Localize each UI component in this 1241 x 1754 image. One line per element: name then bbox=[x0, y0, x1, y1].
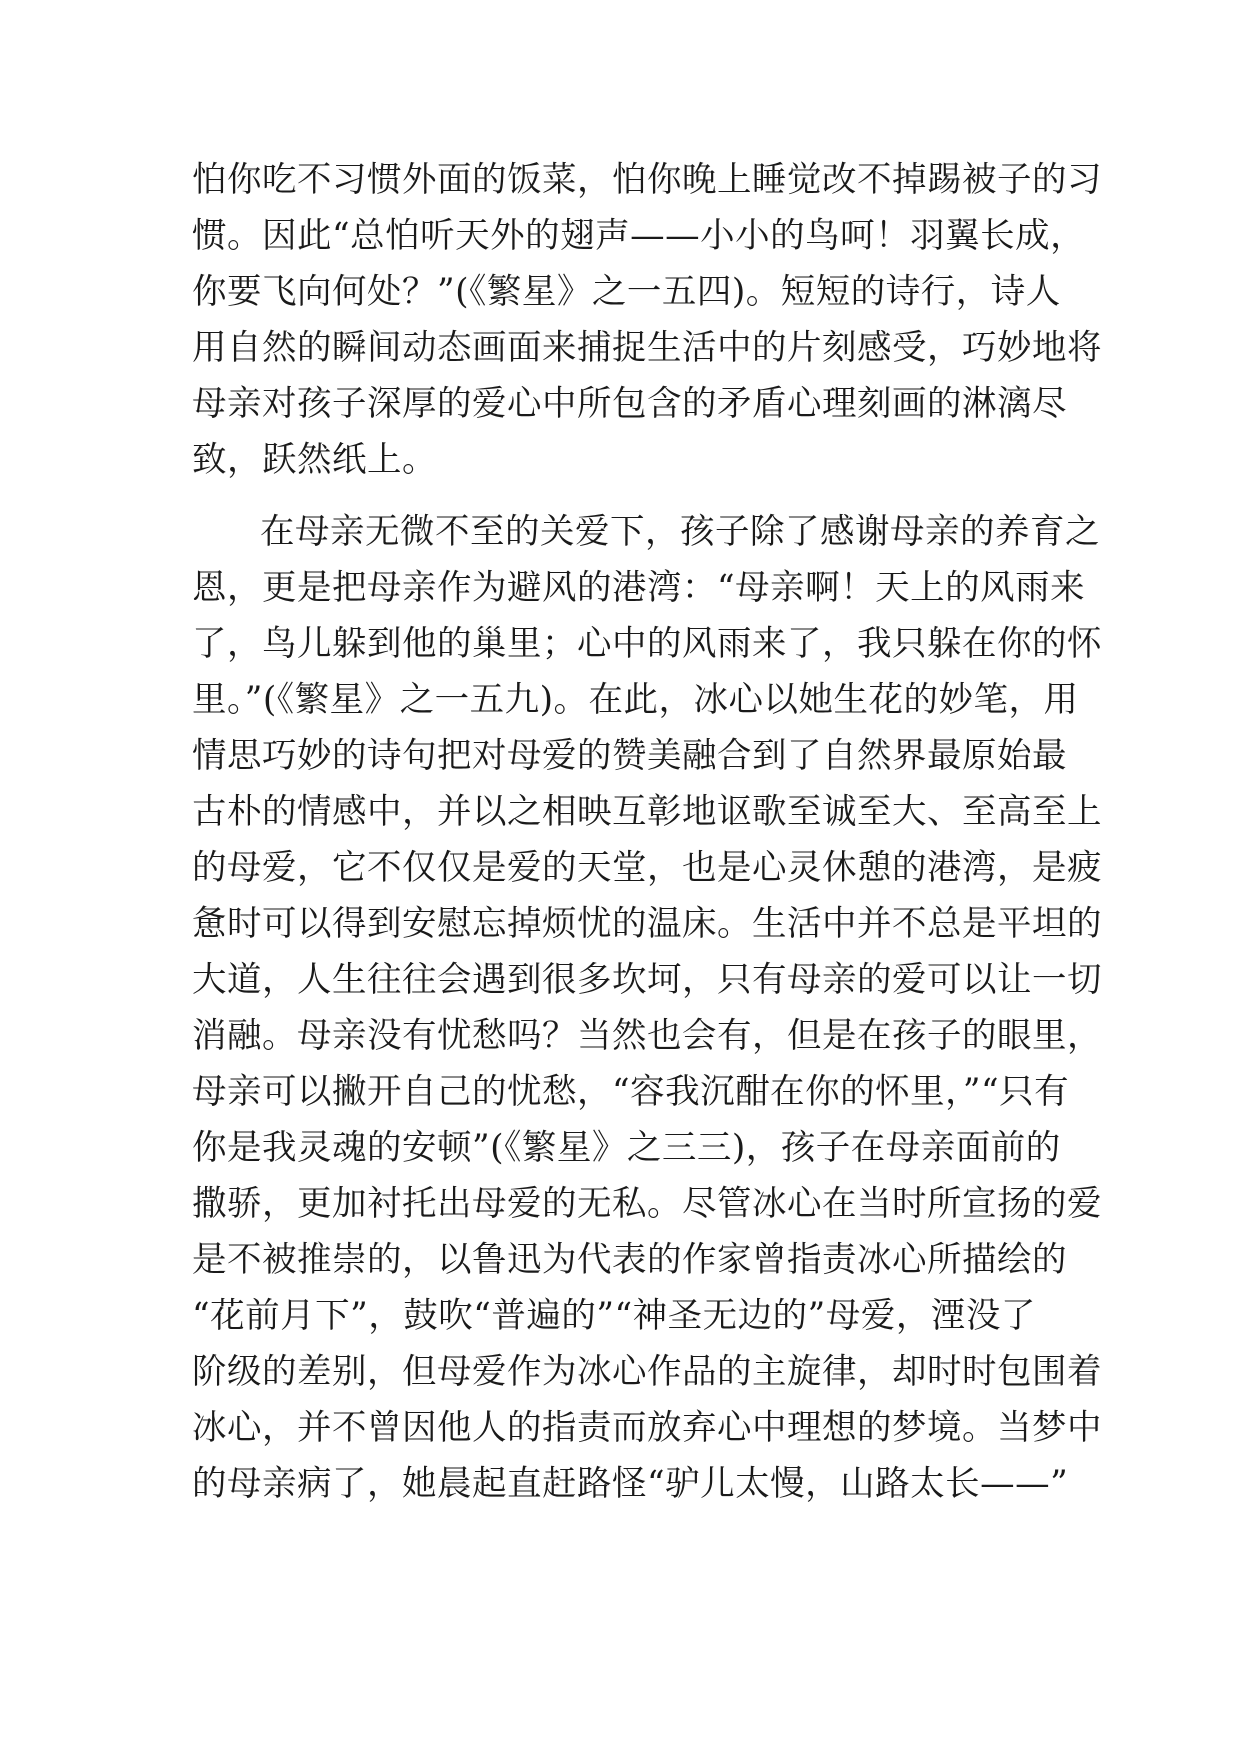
text-line: 母亲可以撇开自己的忧愁，“容我沉酣在你的怀里，”“只有 bbox=[192, 1072, 1070, 1112]
text-line: 怕你吃不习惯外面的饭菜，怕你晚上睡觉改不掉踢被子的习 bbox=[192, 160, 1102, 200]
text-line: 母亲对孩子深厚的爱心中所包含的矛盾心理刻画的淋漓尽 bbox=[192, 384, 1067, 424]
text-line: 惫时可以得到安慰忘掉烦忧的温床。生活中并不总是平坦的 bbox=[192, 904, 1102, 944]
text-line: 是不被推崇的，以鲁迅为代表的作家曾指责冰心所描绘的 bbox=[192, 1240, 1067, 1280]
text-line: 情思巧妙的诗句把对母爱的赞美融合到了自然界最原始最 bbox=[192, 736, 1067, 776]
text-line: 撒骄，更加衬托出母爱的无私。尽管冰心在当时所宣扬的爱 bbox=[192, 1184, 1102, 1224]
text-line: 在母亲无微不至的关爱下，孩子除了感谢母亲的养育之 bbox=[260, 512, 1100, 552]
text-line: 古朴的情感中，并以之相映互彰地讴歌至诚至大、至高至上 bbox=[192, 792, 1102, 832]
text-line: 消融。母亲没有忧愁吗？当然也会有，但是在孩子的眼里， bbox=[192, 1016, 1102, 1056]
text-line: 你是我灵魂的安顿”(《繁星》之三三)，孩子在母亲面前的 bbox=[192, 1128, 1061, 1168]
text-line: 恩，更是把母亲作为避风的港湾：“母亲啊！天上的风雨来 bbox=[192, 568, 1086, 608]
text-line: 的母亲病了，她晨起直赶路怪“驴儿太慢，山路太长——” bbox=[192, 1464, 1069, 1504]
text-line: “花前月下”，鼓吹“普遍的”“神圣无边的”母爱，湮没了 bbox=[192, 1296, 1036, 1336]
text-line: 用自然的瞬间动态画面来捕捉生活中的片刻感受，巧妙地将 bbox=[192, 328, 1102, 368]
text-line: 惯。因此“总怕听天外的翅声——小小的鸟呵！羽翼长成， bbox=[192, 216, 1086, 256]
text-line: 大道，人生往往会遇到很多坎坷，只有母亲的爱可以让一切 bbox=[192, 960, 1102, 1000]
text-line: 阶级的差别，但母爱作为冰心作品的主旋律，却时时包围着 bbox=[192, 1352, 1102, 1392]
text-line: 致，跃然纸上。 bbox=[192, 440, 437, 480]
text-line: 了，鸟儿躲到他的巢里；心中的风雨来了，我只躲在你的怀 bbox=[192, 624, 1102, 664]
text-line: 你要飞向何处？”(《繁星》之一五四)。短短的诗行，诗人 bbox=[192, 272, 1061, 312]
text-line: 的母爱，它不仅仅是爱的天堂，也是心灵休憩的港湾，是疲 bbox=[192, 848, 1102, 888]
text-line: 冰心，并不曾因他人的指责而放弃心中理想的梦境。当梦中 bbox=[192, 1408, 1102, 1448]
text-line: 里。”(《繁星》之一五九)。在此，冰心以她生花的妙笔，用 bbox=[192, 680, 1079, 720]
